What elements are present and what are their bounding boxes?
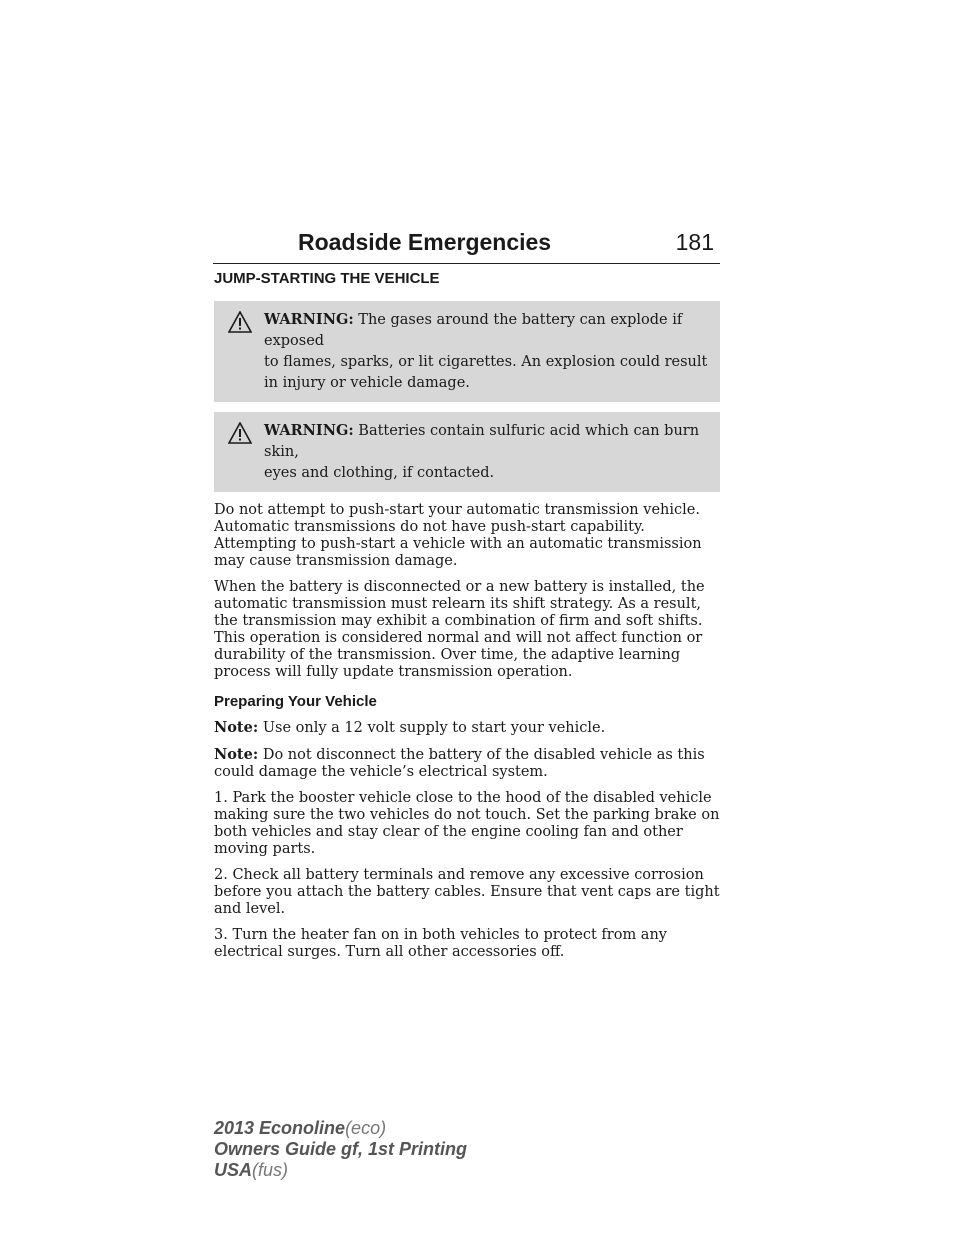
warning-box — [214, 301, 720, 402]
paragraph: Do not attempt to push-start your automatic transmission vehicle. Automatic transmissions do not have push-start capability. Attempting to push-start a vehicle with an automatic transmission may cause transmission damage. — [214, 502, 702, 569]
note-text: Do not disconnect the battery of the disabled vehicle as this could damage the vehicle’s electrical system. — [214, 747, 705, 780]
footer-model-code: (eco) — [345, 1118, 387, 1138]
chapter-title: Roadside Emergencies — [298, 229, 552, 255]
warning-triangle-icon — [228, 422, 252, 444]
warning-label: WARNING: — [264, 422, 354, 439]
note — [214, 746, 720, 781]
footer-model: 2013 Econoline — [214, 1118, 346, 1138]
warning-text: The gases around the battery can explode if exposed — [264, 312, 683, 349]
note — [214, 719, 720, 737]
warning-text-cont: eyes and clothing, if contacted. — [264, 465, 495, 481]
page-number: 181 — [675, 229, 714, 255]
footer-guide: Owners Guide gf, 1st Printing — [214, 1139, 468, 1159]
warning-text: Batteries contain sulfuric acid which can burn skin, — [264, 423, 700, 460]
note-label: Note: — [214, 719, 259, 736]
paragraph: When the battery is disconnected or a new battery is installed, the automatic transmission must relearn its shift strategy. As a result, the transmission may exhibit a combination of firm and soft shifts. This operation is considered normal and will not affect function or durability of the transmission. Over time, the adaptive learning process will fully update transmission operation. — [214, 579, 705, 680]
page-content — [214, 270, 720, 970]
footer-market: USA — [214, 1160, 253, 1180]
warning-triangle-icon — [228, 311, 252, 333]
warning-label: WARNING: — [264, 311, 354, 328]
step: 2. Check all battery terminals and remove any excessive corrosion before you attach the battery cables. Ensure that vent caps are tight and level. — [214, 867, 720, 917]
note-label: Note: — [214, 746, 259, 763]
section-title: JUMP-STARTING THE VEHICLE — [214, 270, 440, 287]
page-footer — [214, 1118, 467, 1181]
page-header — [213, 229, 720, 264]
note-text: Use only a 12 volt supply to start your vehicle. — [262, 720, 606, 736]
subsection-title: Preparing Your Vehicle — [214, 693, 377, 710]
step: 1. Park the booster vehicle close to the hood of the disabled vehicle making sure the two vehicles do not touch. Set the parking brake on both vehicles and stay clear of the engine cooling fan and other moving parts. — [214, 790, 720, 857]
footer-market-code: (fus) — [252, 1160, 289, 1180]
step: 3. Turn the heater fan on in both vehicles to protect from any electrical surges. Turn all other accessories off. — [214, 927, 667, 960]
warning-box — [214, 412, 720, 492]
warning-text-cont: to flames, sparks, or lit cigarettes. An explosion could result in injury or vehicle damage. — [264, 354, 708, 391]
